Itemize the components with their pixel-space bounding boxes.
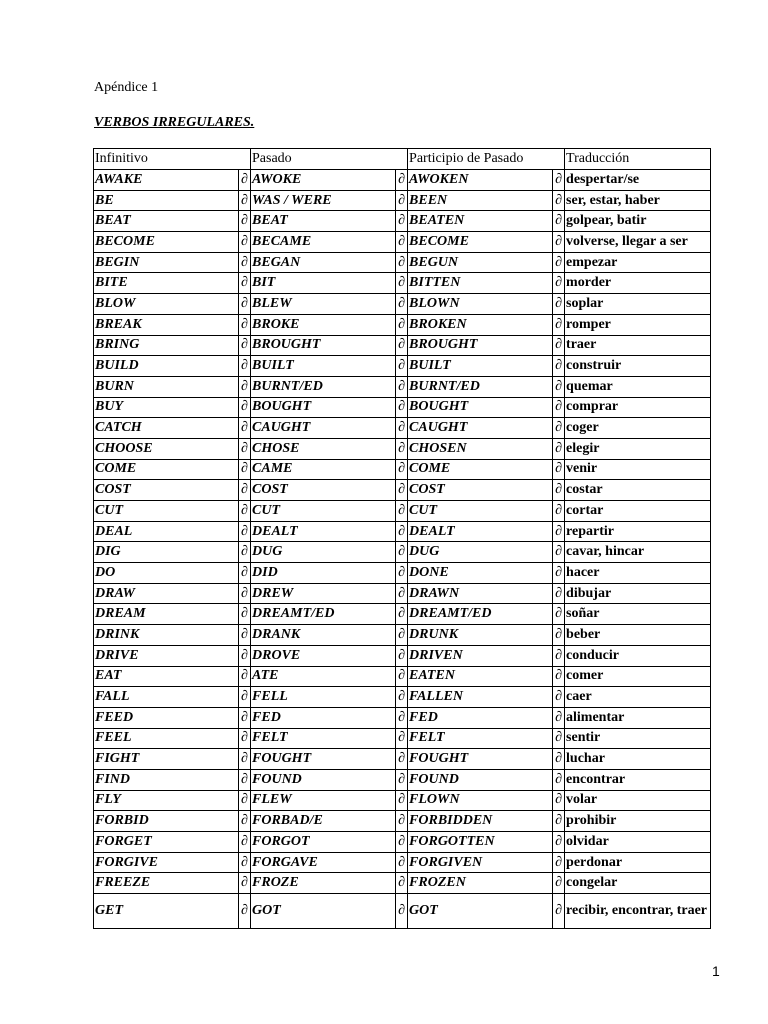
arrow-symbol-icon: ∂ — [396, 666, 408, 687]
arrow-symbol-icon: ∂ — [396, 438, 408, 459]
translation-cell: cortar — [565, 501, 711, 522]
arrow-symbol-icon: ∂ — [396, 645, 408, 666]
infinitive-cell: FORBID — [94, 811, 239, 832]
translation-cell: elegir — [565, 438, 711, 459]
infinitive-cell: CUT — [94, 501, 239, 522]
past-cell: FLEW — [251, 790, 396, 811]
arrow-symbol-icon: ∂ — [396, 790, 408, 811]
page-number: 1 — [712, 963, 720, 979]
participle-cell: AWOKEN — [408, 170, 553, 191]
translation-cell: soñar — [565, 604, 711, 625]
translation-cell: morder — [565, 273, 711, 294]
arrow-symbol-icon: ∂ — [553, 625, 565, 646]
translation-cell: soplar — [565, 294, 711, 315]
table-row — [94, 170, 711, 191]
table-row — [94, 397, 711, 418]
column-header-infinitivo: Infinitivo — [94, 149, 251, 170]
arrow-symbol-icon: ∂ — [553, 397, 565, 418]
table-row — [94, 852, 711, 873]
table-row — [94, 294, 711, 315]
table-row — [94, 832, 711, 853]
table-row — [94, 873, 711, 894]
infinitive-cell: GET — [94, 894, 239, 929]
table-row — [94, 749, 711, 770]
column-header-pasado: Pasado — [251, 149, 408, 170]
arrow-symbol-icon: ∂ — [239, 356, 251, 377]
past-cell: DREAMT/ED — [251, 604, 396, 625]
arrow-symbol-icon: ∂ — [396, 521, 408, 542]
past-cell: DRANK — [251, 625, 396, 646]
irregular-verbs-table — [93, 148, 711, 929]
past-cell: DROVE — [251, 645, 396, 666]
arrow-symbol-icon: ∂ — [239, 728, 251, 749]
arrow-symbol-icon: ∂ — [239, 480, 251, 501]
arrow-symbol-icon: ∂ — [239, 252, 251, 273]
translation-cell: cavar, hincar — [565, 542, 711, 563]
arrow-symbol-icon: ∂ — [396, 563, 408, 584]
past-cell: GOT — [251, 894, 396, 929]
table-row — [94, 314, 711, 335]
past-cell: FED — [251, 707, 396, 728]
participle-cell: COME — [408, 459, 553, 480]
past-cell: BECAME — [251, 232, 396, 253]
arrow-symbol-icon: ∂ — [396, 397, 408, 418]
infinitive-cell: BE — [94, 190, 239, 211]
participle-cell: EATEN — [408, 666, 553, 687]
past-cell: DEALT — [251, 521, 396, 542]
arrow-symbol-icon: ∂ — [396, 294, 408, 315]
arrow-symbol-icon: ∂ — [553, 811, 565, 832]
arrow-symbol-icon: ∂ — [239, 769, 251, 790]
participle-cell: BECOME — [408, 232, 553, 253]
infinitive-cell: CATCH — [94, 418, 239, 439]
table-row — [94, 356, 711, 377]
translation-cell: golpear, batir — [565, 211, 711, 232]
participle-cell: COST — [408, 480, 553, 501]
table-row — [94, 790, 711, 811]
table-row — [94, 480, 711, 501]
past-cell: CAME — [251, 459, 396, 480]
participle-cell: BEGUN — [408, 252, 553, 273]
arrow-symbol-icon: ∂ — [396, 273, 408, 294]
infinitive-cell: COME — [94, 459, 239, 480]
arrow-symbol-icon: ∂ — [239, 418, 251, 439]
translation-cell: luchar — [565, 749, 711, 770]
arrow-symbol-icon: ∂ — [239, 873, 251, 894]
arrow-symbol-icon: ∂ — [239, 666, 251, 687]
past-cell: CUT — [251, 501, 396, 522]
participle-cell: DUG — [408, 542, 553, 563]
arrow-symbol-icon: ∂ — [396, 418, 408, 439]
translation-cell: beber — [565, 625, 711, 646]
table-row — [94, 438, 711, 459]
table-row — [94, 273, 711, 294]
translation-cell: comer — [565, 666, 711, 687]
participle-cell: DRUNK — [408, 625, 553, 646]
past-cell: BIT — [251, 273, 396, 294]
arrow-symbol-icon: ∂ — [396, 459, 408, 480]
arrow-symbol-icon: ∂ — [396, 894, 408, 929]
past-cell: DUG — [251, 542, 396, 563]
arrow-symbol-icon: ∂ — [396, 811, 408, 832]
table-row — [94, 418, 711, 439]
arrow-symbol-icon: ∂ — [396, 335, 408, 356]
arrow-symbol-icon: ∂ — [239, 583, 251, 604]
arrow-symbol-icon: ∂ — [239, 376, 251, 397]
arrow-symbol-icon: ∂ — [553, 749, 565, 770]
translation-cell: sentir — [565, 728, 711, 749]
participle-cell: CHOSEN — [408, 438, 553, 459]
arrow-symbol-icon: ∂ — [239, 852, 251, 873]
arrow-symbol-icon: ∂ — [553, 873, 565, 894]
participle-cell: DRIVEN — [408, 645, 553, 666]
infinitive-cell: BECOME — [94, 232, 239, 253]
participle-cell: BOUGHT — [408, 397, 553, 418]
participle-cell: FELT — [408, 728, 553, 749]
infinitive-cell: FREEZE — [94, 873, 239, 894]
translation-cell: caer — [565, 687, 711, 708]
column-header-traduccion: Traducción — [565, 149, 711, 170]
infinitive-cell: BUILD — [94, 356, 239, 377]
table-row — [94, 687, 711, 708]
arrow-symbol-icon: ∂ — [239, 397, 251, 418]
infinitive-cell: BLOW — [94, 294, 239, 315]
past-cell: BEAT — [251, 211, 396, 232]
arrow-symbol-icon: ∂ — [239, 749, 251, 770]
infinitive-cell: FIGHT — [94, 749, 239, 770]
translation-cell: venir — [565, 459, 711, 480]
infinitive-cell: DO — [94, 563, 239, 584]
infinitive-cell: AWAKE — [94, 170, 239, 191]
arrow-symbol-icon: ∂ — [239, 521, 251, 542]
infinitive-cell: BRING — [94, 335, 239, 356]
infinitive-cell: DRIVE — [94, 645, 239, 666]
translation-cell: congelar — [565, 873, 711, 894]
table-row — [94, 769, 711, 790]
participle-cell: FORGIVEN — [408, 852, 553, 873]
past-cell: CAUGHT — [251, 418, 396, 439]
participle-cell: FORGOTTEN — [408, 832, 553, 853]
arrow-symbol-icon: ∂ — [239, 542, 251, 563]
past-cell: COST — [251, 480, 396, 501]
past-cell: FOUND — [251, 769, 396, 790]
arrow-symbol-icon: ∂ — [396, 873, 408, 894]
arrow-symbol-icon: ∂ — [396, 314, 408, 335]
past-cell: BLEW — [251, 294, 396, 315]
arrow-symbol-icon: ∂ — [553, 438, 565, 459]
past-cell: BEGAN — [251, 252, 396, 273]
arrow-symbol-icon: ∂ — [553, 314, 565, 335]
past-cell: FELL — [251, 687, 396, 708]
arrow-symbol-icon: ∂ — [239, 170, 251, 191]
infinitive-cell: BITE — [94, 273, 239, 294]
infinitive-cell: DIG — [94, 542, 239, 563]
arrow-symbol-icon: ∂ — [553, 583, 565, 604]
arrow-symbol-icon: ∂ — [239, 273, 251, 294]
arrow-symbol-icon: ∂ — [396, 728, 408, 749]
arrow-symbol-icon: ∂ — [239, 894, 251, 929]
arrow-symbol-icon: ∂ — [553, 335, 565, 356]
infinitive-cell: CHOOSE — [94, 438, 239, 459]
infinitive-cell: FEEL — [94, 728, 239, 749]
infinitive-cell: BREAK — [94, 314, 239, 335]
arrow-symbol-icon: ∂ — [396, 190, 408, 211]
arrow-symbol-icon: ∂ — [239, 335, 251, 356]
translation-cell: romper — [565, 314, 711, 335]
arrow-symbol-icon: ∂ — [239, 294, 251, 315]
translation-cell: ser, estar, haber — [565, 190, 711, 211]
participle-cell: GOT — [408, 894, 553, 929]
translation-cell: comprar — [565, 397, 711, 418]
arrow-symbol-icon: ∂ — [396, 232, 408, 253]
infinitive-cell: FORGIVE — [94, 852, 239, 873]
participle-cell: FOUGHT — [408, 749, 553, 770]
participle-cell: BEATEN — [408, 211, 553, 232]
participle-cell: BROKEN — [408, 314, 553, 335]
participle-cell: FALLEN — [408, 687, 553, 708]
infinitive-cell: FIND — [94, 769, 239, 790]
participle-cell: BITTEN — [408, 273, 553, 294]
translation-cell: prohibir — [565, 811, 711, 832]
past-cell: BOUGHT — [251, 397, 396, 418]
table-row — [94, 459, 711, 480]
translation-cell: coger — [565, 418, 711, 439]
arrow-symbol-icon: ∂ — [239, 625, 251, 646]
arrow-symbol-icon: ∂ — [239, 459, 251, 480]
translation-cell: construir — [565, 356, 711, 377]
past-cell: ATE — [251, 666, 396, 687]
past-cell: CHOSE — [251, 438, 396, 459]
infinitive-cell: BEGIN — [94, 252, 239, 273]
table-row — [94, 521, 711, 542]
arrow-symbol-icon: ∂ — [553, 273, 565, 294]
arrow-symbol-icon: ∂ — [396, 376, 408, 397]
participle-cell: DRAWN — [408, 583, 553, 604]
arrow-symbol-icon: ∂ — [239, 790, 251, 811]
table-row — [94, 645, 711, 666]
column-header-participio: Participio de Pasado — [408, 149, 565, 170]
arrow-symbol-icon: ∂ — [553, 376, 565, 397]
past-cell: WAS / WERE — [251, 190, 396, 211]
translation-cell: repartir — [565, 521, 711, 542]
arrow-symbol-icon: ∂ — [553, 501, 565, 522]
arrow-symbol-icon: ∂ — [396, 604, 408, 625]
translation-cell: perdonar — [565, 852, 711, 873]
section-heading: VERBOS IRREGULARES. — [94, 115, 255, 130]
arrow-symbol-icon: ∂ — [396, 501, 408, 522]
participle-cell: FLOWN — [408, 790, 553, 811]
past-cell: FOUGHT — [251, 749, 396, 770]
infinitive-cell: FEED — [94, 707, 239, 728]
past-cell: FORGOT — [251, 832, 396, 853]
arrow-symbol-icon: ∂ — [239, 811, 251, 832]
past-cell: FELT — [251, 728, 396, 749]
participle-cell: BLOWN — [408, 294, 553, 315]
translation-cell: despertar/se — [565, 170, 711, 191]
infinitive-cell: EAT — [94, 666, 239, 687]
translation-cell: recibir, encontrar, traer — [565, 894, 711, 929]
arrow-symbol-icon: ∂ — [553, 707, 565, 728]
infinitive-cell: BEAT — [94, 211, 239, 232]
past-cell: FORBAD/E — [251, 811, 396, 832]
arrow-symbol-icon: ∂ — [553, 666, 565, 687]
arrow-symbol-icon: ∂ — [553, 356, 565, 377]
arrow-symbol-icon: ∂ — [396, 356, 408, 377]
arrow-symbol-icon: ∂ — [396, 170, 408, 191]
arrow-symbol-icon: ∂ — [396, 687, 408, 708]
infinitive-cell: DRAW — [94, 583, 239, 604]
arrow-symbol-icon: ∂ — [396, 769, 408, 790]
arrow-symbol-icon: ∂ — [553, 769, 565, 790]
arrow-symbol-icon: ∂ — [396, 832, 408, 853]
table-row — [94, 542, 711, 563]
table-row — [94, 583, 711, 604]
table-row — [94, 501, 711, 522]
past-cell: FORGAVE — [251, 852, 396, 873]
arrow-symbol-icon: ∂ — [239, 501, 251, 522]
arrow-symbol-icon: ∂ — [553, 190, 565, 211]
table-header-row — [94, 149, 711, 170]
table-row — [94, 604, 711, 625]
arrow-symbol-icon: ∂ — [553, 252, 565, 273]
past-cell: FROZE — [251, 873, 396, 894]
arrow-symbol-icon: ∂ — [553, 418, 565, 439]
arrow-symbol-icon: ∂ — [553, 459, 565, 480]
table-row — [94, 894, 711, 929]
translation-cell: costar — [565, 480, 711, 501]
arrow-symbol-icon: ∂ — [396, 625, 408, 646]
table-row — [94, 252, 711, 273]
translation-cell: volverse, llegar a ser — [565, 232, 711, 253]
infinitive-cell: DEAL — [94, 521, 239, 542]
arrow-symbol-icon: ∂ — [396, 583, 408, 604]
arrow-symbol-icon: ∂ — [239, 604, 251, 625]
table-row — [94, 666, 711, 687]
translation-cell: quemar — [565, 376, 711, 397]
arrow-symbol-icon: ∂ — [239, 645, 251, 666]
participle-cell: CAUGHT — [408, 418, 553, 439]
past-cell: AWOKE — [251, 170, 396, 191]
arrow-symbol-icon: ∂ — [239, 190, 251, 211]
table-row — [94, 232, 711, 253]
arrow-symbol-icon: ∂ — [396, 707, 408, 728]
past-cell: DID — [251, 563, 396, 584]
arrow-symbol-icon: ∂ — [553, 170, 565, 191]
appendix-label: Apéndice 1 — [94, 80, 159, 95]
translation-cell: volar — [565, 790, 711, 811]
infinitive-cell: DREAM — [94, 604, 239, 625]
table-row — [94, 811, 711, 832]
arrow-symbol-icon: ∂ — [239, 687, 251, 708]
past-cell: BURNT/ED — [251, 376, 396, 397]
participle-cell: FOUND — [408, 769, 553, 790]
arrow-symbol-icon: ∂ — [553, 232, 565, 253]
translation-cell: hacer — [565, 563, 711, 584]
translation-cell: conducir — [565, 645, 711, 666]
arrow-symbol-icon: ∂ — [396, 852, 408, 873]
participle-cell: BURNT/ED — [408, 376, 553, 397]
table-row — [94, 625, 711, 646]
arrow-symbol-icon: ∂ — [239, 314, 251, 335]
arrow-symbol-icon: ∂ — [553, 542, 565, 563]
table-row — [94, 335, 711, 356]
translation-cell: empezar — [565, 252, 711, 273]
arrow-symbol-icon: ∂ — [239, 707, 251, 728]
past-cell: BUILT — [251, 356, 396, 377]
arrow-symbol-icon: ∂ — [553, 294, 565, 315]
participle-cell: FED — [408, 707, 553, 728]
participle-cell: CUT — [408, 501, 553, 522]
translation-cell: dibujar — [565, 583, 711, 604]
infinitive-cell: BURN — [94, 376, 239, 397]
table-row — [94, 707, 711, 728]
arrow-symbol-icon: ∂ — [553, 480, 565, 501]
arrow-symbol-icon: ∂ — [396, 252, 408, 273]
participle-cell: BEEN — [408, 190, 553, 211]
participle-cell: BUILT — [408, 356, 553, 377]
arrow-symbol-icon: ∂ — [239, 438, 251, 459]
table-row — [94, 211, 711, 232]
arrow-symbol-icon: ∂ — [396, 542, 408, 563]
past-cell: DREW — [251, 583, 396, 604]
past-cell: BROUGHT — [251, 335, 396, 356]
infinitive-cell: FLY — [94, 790, 239, 811]
table-row — [94, 563, 711, 584]
infinitive-cell: FALL — [94, 687, 239, 708]
participle-cell: FROZEN — [408, 873, 553, 894]
participle-cell: DONE — [408, 563, 553, 584]
participle-cell: DREAMT/ED — [408, 604, 553, 625]
arrow-symbol-icon: ∂ — [553, 211, 565, 232]
infinitive-cell: FORGET — [94, 832, 239, 853]
arrow-symbol-icon: ∂ — [553, 790, 565, 811]
translation-cell: encontrar — [565, 769, 711, 790]
arrow-symbol-icon: ∂ — [553, 894, 565, 929]
table-row — [94, 376, 711, 397]
arrow-symbol-icon: ∂ — [396, 749, 408, 770]
past-cell: BROKE — [251, 314, 396, 335]
translation-cell: alimentar — [565, 707, 711, 728]
arrow-symbol-icon: ∂ — [553, 728, 565, 749]
arrow-symbol-icon: ∂ — [239, 232, 251, 253]
translation-cell: olvidar — [565, 832, 711, 853]
table-row — [94, 728, 711, 749]
arrow-symbol-icon: ∂ — [553, 645, 565, 666]
arrow-symbol-icon: ∂ — [239, 832, 251, 853]
arrow-symbol-icon: ∂ — [553, 604, 565, 625]
infinitive-cell: DRINK — [94, 625, 239, 646]
arrow-symbol-icon: ∂ — [553, 521, 565, 542]
translation-cell: traer — [565, 335, 711, 356]
participle-cell: FORBIDDEN — [408, 811, 553, 832]
arrow-symbol-icon: ∂ — [553, 832, 565, 853]
arrow-symbol-icon: ∂ — [396, 211, 408, 232]
arrow-symbol-icon: ∂ — [239, 211, 251, 232]
participle-cell: BROUGHT — [408, 335, 553, 356]
infinitive-cell: BUY — [94, 397, 239, 418]
infinitive-cell: COST — [94, 480, 239, 501]
arrow-symbol-icon: ∂ — [239, 563, 251, 584]
arrow-symbol-icon: ∂ — [553, 852, 565, 873]
table-row — [94, 190, 711, 211]
arrow-symbol-icon: ∂ — [553, 563, 565, 584]
arrow-symbol-icon: ∂ — [553, 687, 565, 708]
arrow-symbol-icon: ∂ — [396, 480, 408, 501]
participle-cell: DEALT — [408, 521, 553, 542]
